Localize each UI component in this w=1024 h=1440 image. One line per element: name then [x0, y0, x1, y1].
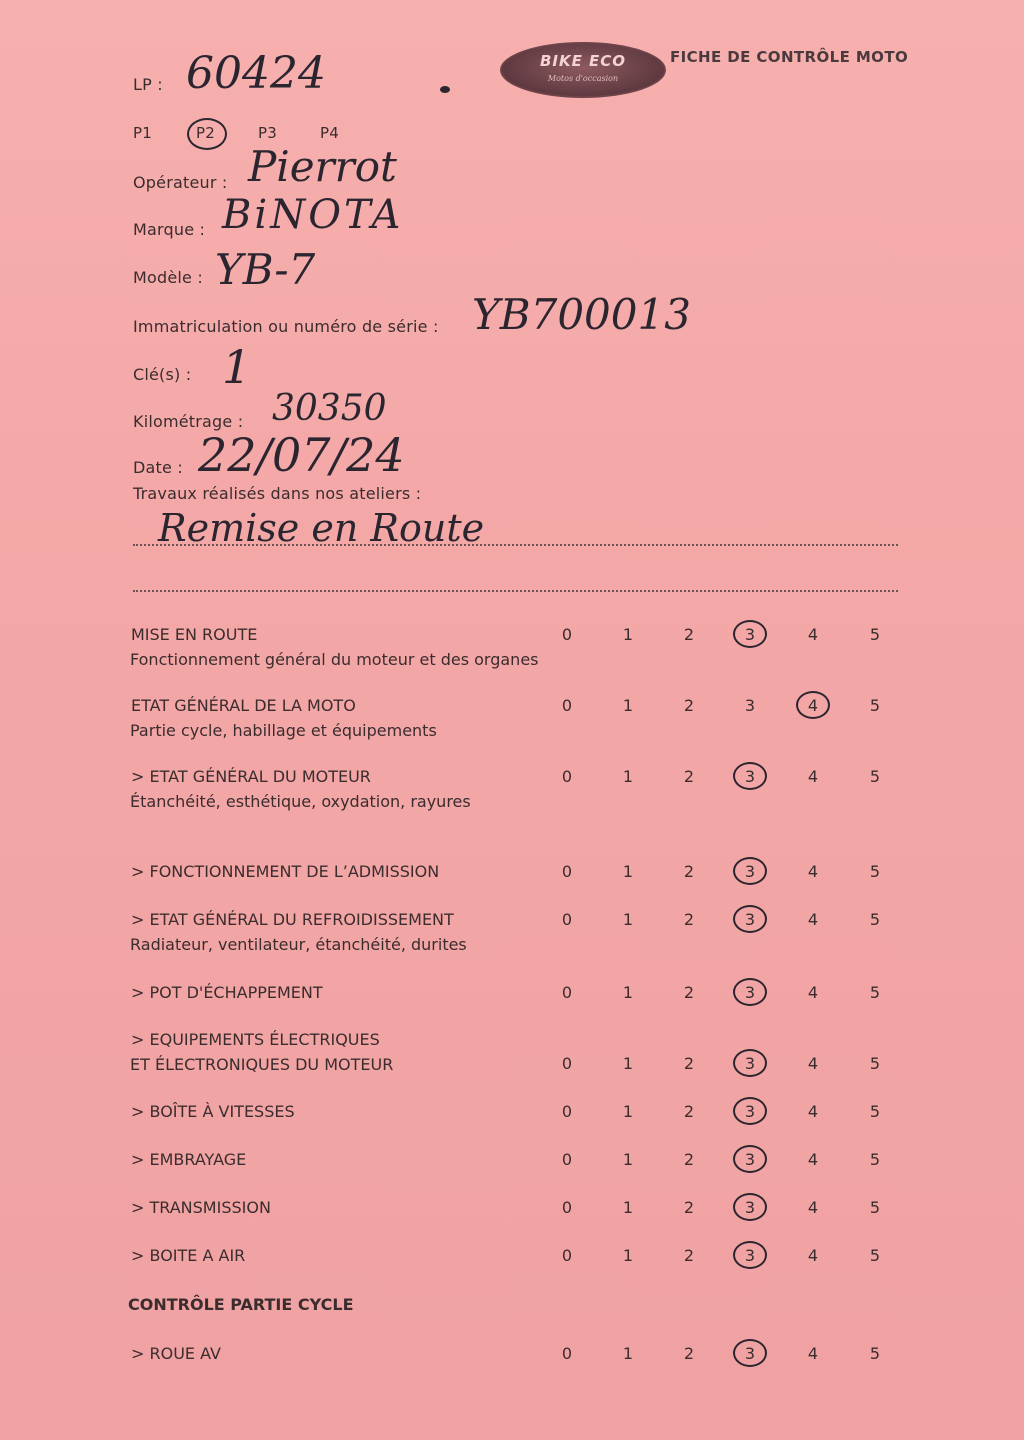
row-title: > FONCTIONNEMENT DE L’ADMISSION: [131, 862, 440, 881]
score-option-0[interactable]: 0: [561, 1102, 573, 1121]
score-option-4[interactable]: 4: [807, 696, 819, 715]
lp-value[interactable]: 60424: [186, 48, 326, 99]
score-option-0[interactable]: 0: [561, 1054, 573, 1073]
logo-subtext: Motos d'occasion: [547, 74, 619, 83]
row-subtitle: Radiateur, ventilateur, étanchéité, durites: [130, 935, 467, 954]
score-option-0[interactable]: 0: [561, 696, 573, 715]
operateur-label: Opérateur :: [133, 173, 228, 192]
score-option-5[interactable]: 5: [869, 625, 881, 644]
score-option-5[interactable]: 5: [869, 1102, 881, 1121]
score-option-1[interactable]: 1: [622, 1102, 634, 1121]
selected-score-circle: [796, 691, 830, 719]
score-option-0[interactable]: 0: [561, 910, 573, 929]
row-title: > ROUE AV: [131, 1344, 221, 1363]
score-option-4[interactable]: 4: [807, 1102, 819, 1121]
p2-circle-mark: [187, 118, 227, 150]
score-option-3[interactable]: 3: [744, 1344, 756, 1363]
score-option-4[interactable]: 4: [807, 1150, 819, 1169]
score-option-1[interactable]: 1: [622, 1246, 634, 1265]
score-option-1[interactable]: 1: [622, 910, 634, 929]
company-logo: [500, 42, 666, 98]
score-option-1[interactable]: 1: [622, 696, 634, 715]
score-option-0[interactable]: 0: [561, 625, 573, 644]
score-option-0[interactable]: 0: [561, 983, 573, 1002]
travaux-label: Travaux réalisés dans nos ateliers :: [133, 484, 422, 503]
score-option-2[interactable]: 2: [683, 767, 695, 786]
score-option-5[interactable]: 5: [869, 767, 881, 786]
row-title: > ETAT GÉNÉRAL DU MOTEUR: [131, 767, 371, 786]
score-option-2[interactable]: 2: [683, 862, 695, 881]
operateur-value[interactable]: Pierrot: [248, 142, 397, 191]
selected-score-circle: [733, 762, 767, 790]
score-option-2[interactable]: 2: [683, 983, 695, 1002]
score-option-4[interactable]: 4: [807, 767, 819, 786]
section-cycle-title: CONTRÔLE PARTIE CYCLE: [128, 1295, 354, 1314]
dotted-line: [133, 590, 898, 592]
logo-text: BIKE ECO: [539, 52, 627, 70]
row-title: > BOÎTE À VITESSES: [131, 1102, 295, 1121]
immat-value[interactable]: YB700013: [472, 290, 691, 339]
score-option-5[interactable]: 5: [869, 696, 881, 715]
modele-label: Modèle :: [133, 268, 203, 287]
travaux-value[interactable]: Remise en Route: [158, 506, 485, 550]
score-option-4[interactable]: 4: [807, 862, 819, 881]
score-option-0[interactable]: 0: [561, 862, 573, 881]
p2-option[interactable]: P2: [196, 124, 215, 142]
score-option-5[interactable]: 5: [869, 862, 881, 881]
row-subtitle: Partie cycle, habillage et équipements: [130, 721, 437, 740]
selected-score-circle: [733, 905, 767, 933]
row-title: > EQUIPEMENTS ÉLECTRIQUES: [131, 1030, 380, 1049]
score-option-3[interactable]: 3: [744, 1150, 756, 1169]
selected-score-circle: [733, 1097, 767, 1125]
score-option-3[interactable]: 3: [744, 767, 756, 786]
marque-label: Marque :: [133, 220, 206, 239]
selected-score-circle: [733, 1193, 767, 1221]
score-option-1[interactable]: 1: [622, 862, 634, 881]
score-option-1[interactable]: 1: [622, 1344, 634, 1363]
score-option-0[interactable]: 0: [561, 767, 573, 786]
score-option-0[interactable]: 0: [561, 1246, 573, 1265]
dotted-line: [133, 544, 898, 546]
score-option-3[interactable]: 3: [744, 1102, 756, 1121]
score-option-2[interactable]: 2: [683, 1102, 695, 1121]
km-value[interactable]: 30350: [272, 388, 387, 429]
row-title: > BOITE A AIR: [131, 1246, 246, 1265]
selected-score-circle: [733, 1049, 767, 1077]
score-option-4[interactable]: 4: [807, 1198, 819, 1217]
score-option-2[interactable]: 2: [683, 910, 695, 929]
score-option-0[interactable]: 0: [561, 1150, 573, 1169]
marque-value[interactable]: BiNOTA: [222, 192, 404, 238]
km-label: Kilométrage :: [133, 412, 244, 431]
score-option-1[interactable]: 1: [622, 1198, 634, 1217]
cles-label: Clé(s) :: [133, 365, 192, 384]
score-option-1[interactable]: 1: [622, 1150, 634, 1169]
form-title: FICHE DE CONTRÔLE MOTO: [670, 48, 909, 66]
selected-score-circle: [733, 1339, 767, 1367]
score-option-4[interactable]: 4: [807, 983, 819, 1002]
row-subtitle: Étanchéité, esthétique, oxydation, rayures: [130, 792, 471, 811]
score-option-4[interactable]: 4: [807, 625, 819, 644]
row-subtitle: ET ÉLECTRONIQUES DU MOTEUR: [130, 1055, 394, 1074]
score-option-4[interactable]: 4: [807, 1344, 819, 1363]
score-option-2[interactable]: 2: [683, 1344, 695, 1363]
row-subtitle: Fonctionnement général du moteur et des organes: [130, 650, 539, 669]
row-title: MISE EN ROUTE: [131, 625, 258, 644]
ink-mark: [440, 86, 450, 93]
score-option-2[interactable]: 2: [683, 1198, 695, 1217]
selected-score-circle: [733, 857, 767, 885]
score-option-3[interactable]: 3: [744, 696, 756, 715]
lp-label: LP :: [133, 75, 163, 94]
selected-score-circle: [733, 1241, 767, 1269]
score-option-5[interactable]: 5: [869, 1150, 881, 1169]
score-option-2[interactable]: 2: [683, 696, 695, 715]
score-option-3[interactable]: 3: [744, 1054, 756, 1073]
score-option-0[interactable]: 0: [561, 1198, 573, 1217]
score-option-3[interactable]: 3: [744, 1198, 756, 1217]
score-option-0[interactable]: 0: [561, 1344, 573, 1363]
score-option-3[interactable]: 3: [744, 910, 756, 929]
score-option-1[interactable]: 1: [622, 983, 634, 1002]
selected-score-circle: [733, 620, 767, 648]
row-title: > TRANSMISSION: [131, 1198, 271, 1217]
selected-score-circle: [733, 1145, 767, 1173]
score-option-2[interactable]: 2: [683, 625, 695, 644]
p1-option[interactable]: P1: [133, 124, 152, 142]
score-option-5[interactable]: 5: [869, 1054, 881, 1073]
row-title: > POT D'ÉCHAPPEMENT: [131, 983, 323, 1002]
score-option-3[interactable]: 3: [744, 1246, 756, 1265]
score-option-4[interactable]: 4: [807, 1246, 819, 1265]
score-option-3[interactable]: 3: [744, 862, 756, 881]
score-option-1[interactable]: 1: [622, 1054, 634, 1073]
date-label: Date :: [133, 458, 183, 477]
immat-label: Immatriculation ou numéro de série :: [133, 317, 439, 336]
score-option-3[interactable]: 3: [744, 983, 756, 1002]
score-option-4[interactable]: 4: [807, 910, 819, 929]
p3-option[interactable]: P3: [258, 124, 277, 142]
score-option-1[interactable]: 1: [622, 767, 634, 786]
score-option-4[interactable]: 4: [807, 1054, 819, 1073]
score-option-2[interactable]: 2: [683, 1246, 695, 1265]
score-option-2[interactable]: 2: [683, 1054, 695, 1073]
score-option-5[interactable]: 5: [869, 1344, 881, 1363]
p4-option[interactable]: P4: [320, 124, 339, 142]
modele-value[interactable]: YB-7: [215, 245, 316, 294]
score-option-3[interactable]: 3: [744, 625, 756, 644]
selected-score-circle: [733, 978, 767, 1006]
row-title: > ETAT GÉNÉRAL DU REFROIDISSEMENT: [131, 910, 454, 929]
row-title: > EMBRAYAGE: [131, 1150, 247, 1169]
score-option-1[interactable]: 1: [622, 625, 634, 644]
score-option-5[interactable]: 5: [869, 1246, 881, 1265]
cles-value[interactable]: 1: [222, 340, 252, 394]
date-value[interactable]: 22/07/24: [198, 428, 405, 482]
score-option-5[interactable]: 5: [869, 910, 881, 929]
score-option-5[interactable]: 5: [869, 983, 881, 1002]
row-title: ETAT GÉNÉRAL DE LA MOTO: [131, 696, 356, 715]
score-option-2[interactable]: 2: [683, 1150, 695, 1169]
score-option-5[interactable]: 5: [869, 1198, 881, 1217]
